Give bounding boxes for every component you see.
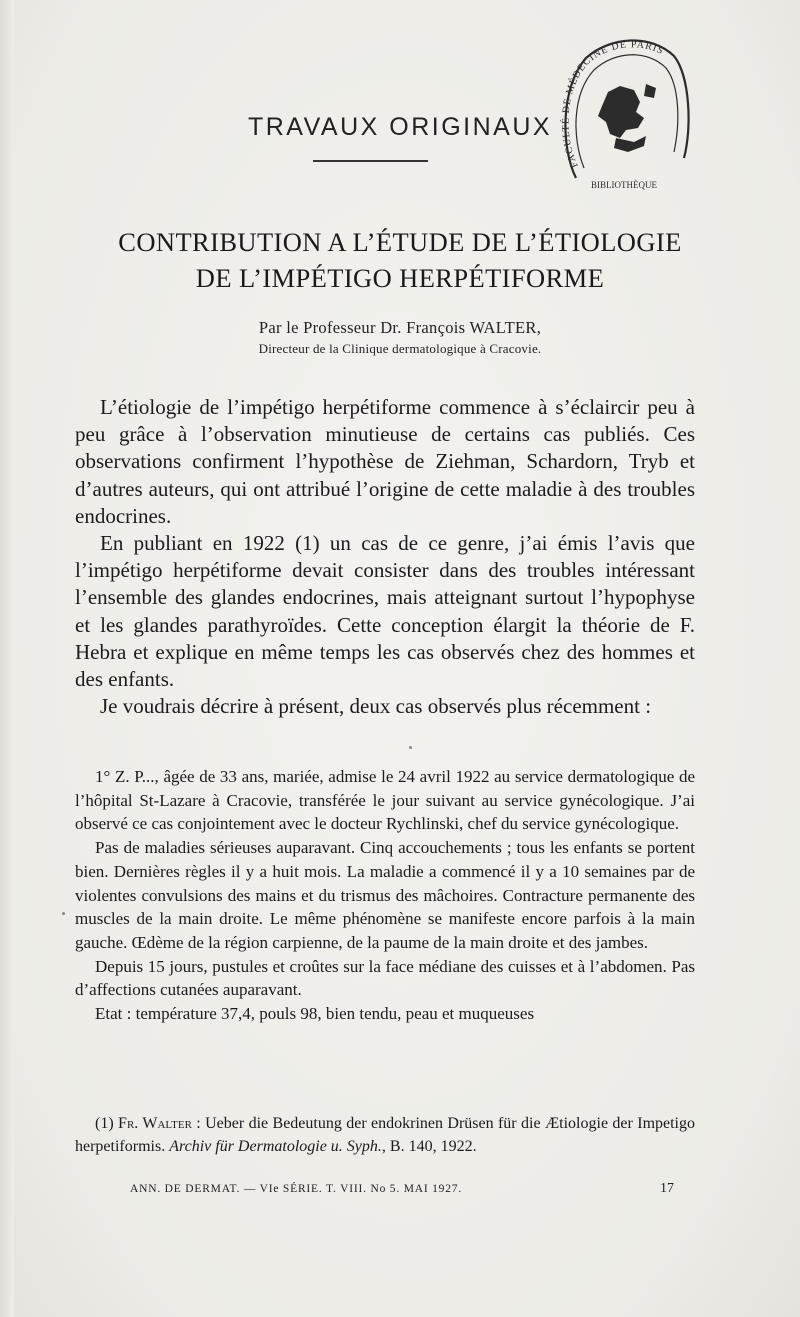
- paragraph: Pas de maladies sérieuses auparavant. Cinq accouchements ; tous les enfants se portent bien. Dernières règles il y a huit mois. La maladie a commencé il y a 10 semaines par de violentes convulsions des mains et du trismus des mâchoires. Contracture permanente des muscles de la main droite. Le même phénomène se manifeste encore parfois à la main gauche. Œdème de la région carpienne, de la paume de la main droite et des jambes.: [75, 838, 695, 952]
- library-stamp: [556, 28, 692, 196]
- stamp-text-bottom: BIBLIOTHÈQUE: [591, 180, 657, 190]
- paragraph: L’étiologie de l’impétigo herpétiforme commence à s’éclaircir peu à peu grâce à l’observation minutieuse de certains cas publiés. Ces observations confirment l’hypothèse de Ziehman, Schardorn, Tryb et d’autres auteurs, qui ont attribué l’origine de cette maladie à des troubles endocrines.: [75, 395, 695, 528]
- author-byline: Par le Professeur Dr. François WALTER,: [258, 318, 542, 337]
- running-footer: ANN. DE DERMAT. — VIe SÉRIE. T. VIII. No 5. MAI 1927.: [130, 1183, 463, 1195]
- footnote-text: : Ueber die Bedeutung der endokrinen Drüsen für die Ætiologie der Impetigo herpetiformis.: [75, 1115, 696, 1155]
- footnote-journal: Archiv für Dermatologie u. Syph.: [169, 1137, 382, 1155]
- section-title: TRAVAUX ORIGINAUX: [247, 113, 553, 141]
- paragraph: Etat : température 37,4, pouls 98, bien tendu, peau et muqueuses: [95, 1004, 535, 1024]
- title-line: DE L’IMPÉTIGO HERPÉTIFORME: [195, 263, 605, 293]
- author-affiliation: Directeur de la Clinique dermatologique à Cracovie.: [258, 341, 542, 356]
- footnote: [75, 1113, 695, 1158]
- paragraph: 1° Z. P..., âgée de 33 ans, mariée, admise le 24 avril 1922 au service dermatologique de l’hôpital St-Lazare à Cracovie, transférée le jour suivant au service gynécologique. J’ai observé ce cas conjointement avec le docteur Rychlinski, chef du service gynécologique.: [75, 767, 695, 834]
- paragraph: Je voudrais décrire à présent, deux cas observés plus récemment :: [100, 694, 652, 719]
- title-line: CONTRIBUTION A L’ÉTUDE DE L’ÉTIOLOGIE: [118, 227, 682, 257]
- footnote-marker: (1): [95, 1115, 114, 1132]
- footnote-author: Fr. Walter: [118, 1115, 192, 1132]
- page-number: 17: [660, 1181, 674, 1196]
- article-title: [60, 224, 740, 296]
- paragraph: Depuis 15 jours, pustules et croûtes sur la face médiane des cuisses et à l’abdomen. Pas d’affections cutanées auparavant.: [75, 956, 695, 1000]
- intro-text: [75, 394, 695, 720]
- stamp-text-top: FACULTÉ DE MÉDECINE DE PARIS: [560, 39, 666, 170]
- case-report-text: [75, 765, 695, 1026]
- speck: [62, 912, 65, 915]
- speck: [409, 746, 412, 749]
- paragraph: En publiant en 1922 (1) un cas de ce genre, j’ai émis l’avis que l’impétigo herpétiforme devait consister dans des troubles intéressant l’ensemble des glandes endocrines, mais atteignant surtout l’hypophyse et les glandes parathyroïdes. Cette conception élargit la théorie de F. Hebra et explique en même temps les cas observés chez des hommes et des enfants.: [75, 531, 695, 692]
- page-edge-shadow: [0, 0, 14, 1317]
- title-rule: [313, 160, 428, 162]
- footnote-ref: , B. 140, 1922.: [381, 1137, 477, 1155]
